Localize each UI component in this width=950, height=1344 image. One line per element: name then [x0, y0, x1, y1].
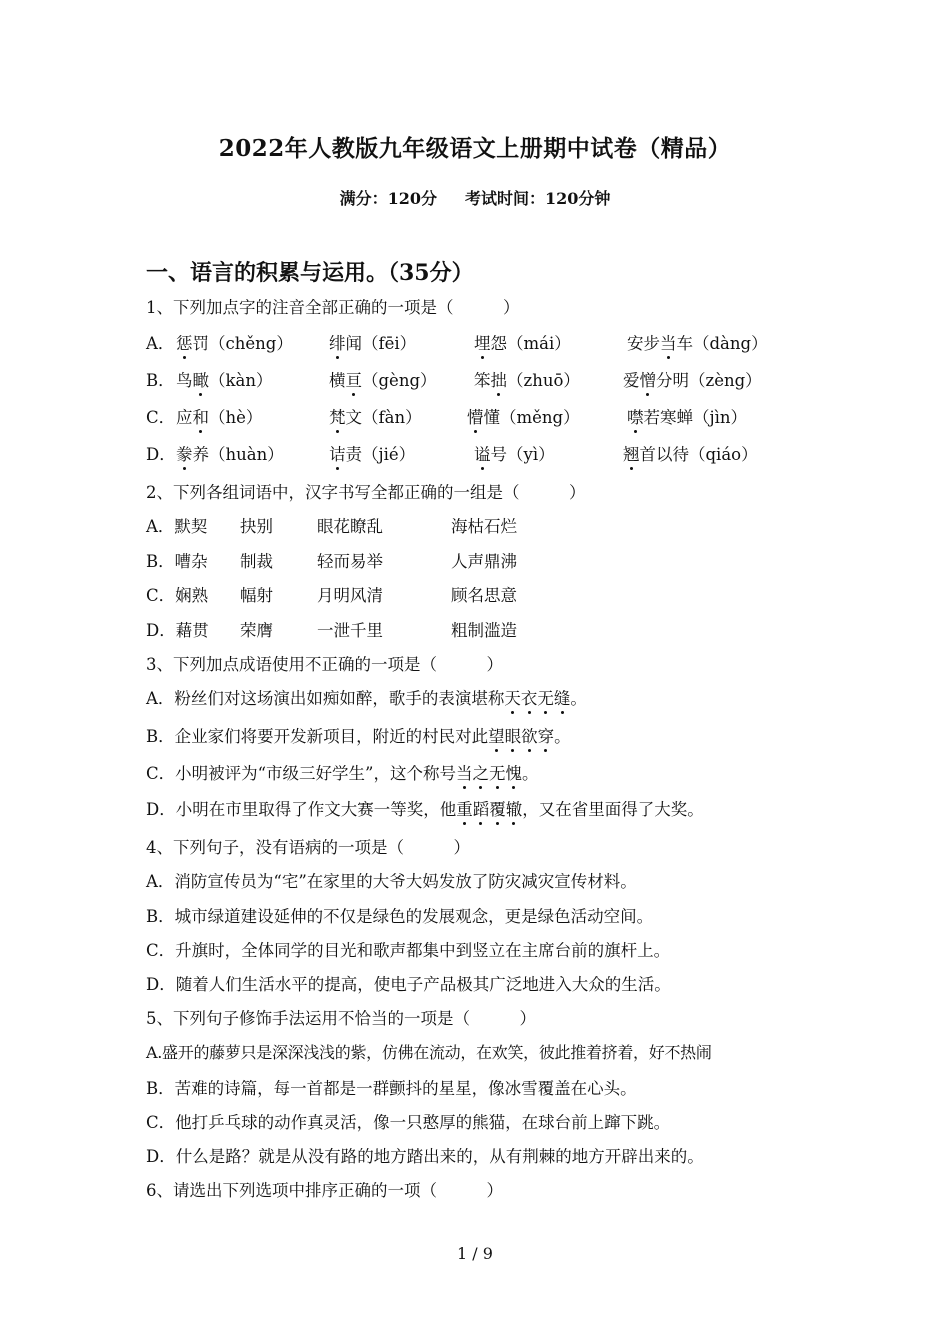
question-4-stem: 4、下列句子，没有语病的一项是（ ） [146, 838, 470, 857]
option-item: 谥号（yì） [474, 441, 555, 465]
option-item: 诘责（jié） [329, 441, 415, 465]
option-item: 梵文（fàn） [329, 404, 422, 428]
emphasis-char: 望 [488, 723, 505, 747]
emphasis-char: 欲 [521, 723, 538, 747]
option-item: 懵懂（měng） [467, 404, 580, 428]
option-item: 埋怨（mái） [474, 330, 571, 354]
option-label: B． [146, 371, 175, 390]
question-6-stem: 6、请选出下列选项中排序正确的一项（ ） [146, 1181, 503, 1200]
option-label: A． [146, 334, 175, 353]
option-item: 豢养（huàn） [176, 441, 284, 465]
question-3-stem: 3、下列加点成语使用不正确的一项是（ ） [146, 655, 503, 674]
question-1-stem: 1、下列加点字的注音全部正确的一项是（ ） [146, 298, 520, 317]
full-score: 满分：120分 [339, 189, 437, 208]
option-item: 爱憎分明（zèng） [623, 367, 762, 391]
question-5-option-a: A.盛开的藤萝只是深深浅浅的紫，仿佛在流动，在欢笑，彼此推着挤着，好不热闹 [146, 1043, 712, 1062]
question-4-option-d: D．随着人们生活水平的提高，使电子产品极其广泛地进入大众的生活。 [146, 975, 671, 994]
question-5-stem: 5、下列句子修饰手法运用不恰当的一项是（ ） [146, 1009, 536, 1028]
question-4-option-c: C．升旗时，全体同学的目光和歌声都集中到竖立在主席台前的旗杆上。 [146, 941, 671, 960]
exam-page: 2022年人教版九年级语文上册期中试卷（精品） 满分：120分 考试时间：120分钟 一、语言的积累与运用。（35分） 1、下列加点字的注音全部正确的一项是（ ） A． 惩罚（chěng） 绯闻（fēi） 埋怨（mái） 安步当车（dàng） B． 鸟瞰（kàn） 横亘（gèng） 笨拙（zhuō） 爱憎分明（zèng） C． 应和（hè） 梵文（fàn） 懵懂（měng） 噤若寒蝉（jìn） D． 豢养（huàn） 诘责（jié） 谥号（yì） 翘首以待（qiáo） 2、下列各组词语中，汉字书写全都正确的一组是（ ） A．默契 抉别 眼花瞭乱 海枯石烂 B．嘈杂 制裁 轻而易举 人声鼎沸 C．娴熟 幅射 月明风清 顾名思意 D．藉贯 荣膺 一泄千里 粗制滥造 3、下列加点成语使用不正确的一项是（ ） A．粉丝们对这场演出如痴如醉，歌手的表演堪称天衣无缝。 B．企业家们将要开发新项目，附近的村民对此望眼欲穿。 C．小明被评为“市级三好学生”，这个称号当之无愧。 D．小明在市里取得了作文大赛一等奖，他重蹈覆辙，又在省里面得了大奖。 4、下列句子，没有语病的一项是（ ） A．消防宣传员为“宅”在家里的大爷大妈发放了防灾减灾宣传材料。 B．城市绿道建设延伸的不仅是绿色的发展观念，更是绿色活动空间。 C．升旗时，全体同学的目光和歌声都集中到竖立在主席台前的旗杆上。 D．随着人们生活水平的提高，使电子产品极其广泛地进入大众的生活。 5、下列句子修饰手法运用不恰当的一项是（ ） A.盛开的藤萝只是深深浅浅的紫，仿佛在流动，在欢笑，彼此推着挤着，好不热闹 B．苦难的诗篇，每一首都是一群颤抖的星星，像冰雪覆盖在心头。 C．他打乒乓球的动作真灵活，像一只憨厚的熊猫，在球台前上蹿下跳。 D．什么是路？就是从没有路的地方踏出来的，从有荆棘的地方开辟出来的。 6、请选出下列选项中排序正确的一项（ ） 1 / 9 [0, 0, 950, 1344]
question-3-option-c: C．小明被评为“市级三好学生”，这个称号当之无愧。 [146, 760, 539, 784]
option-item: 安步当车（dàng） [627, 330, 768, 354]
option-item: 噤若寒蝉（jìn） [627, 404, 747, 428]
emphasis-char: 衣 [521, 685, 538, 709]
question-5-option-c: C．他打乒乓球的动作真灵活，像一只憨厚的熊猫，在球台前上蹿下跳。 [146, 1113, 671, 1132]
emphasis-char: 缝 [554, 685, 571, 709]
emphasis-char: 穿 [538, 723, 555, 747]
emphasis-char: 辙 [506, 796, 523, 820]
question-4-option-a: A．消防宣传员为“宅”在家里的大爷大妈发放了防灾减灾宣传材料。 [146, 872, 637, 891]
section-heading: 一、语言的积累与运用。（35分） [146, 260, 474, 286]
emphasis-char: 之 [473, 760, 490, 784]
emphasis-char: 愧 [506, 760, 523, 784]
option-label: C． [146, 408, 176, 427]
option-item: 笨拙（zhuō） [474, 367, 580, 391]
question-3-option-d: D．小明在市里取得了作文大赛一等奖，他重蹈覆辙，又在省里面得了大奖。 [146, 796, 704, 820]
emphasis-char: 眼 [505, 723, 522, 747]
option-label: D． [146, 445, 176, 464]
exam-time: 考试时间：120分钟 [465, 189, 611, 208]
question-3-option-b: B．企业家们将要开发新项目，附近的村民对此望眼欲穿。 [146, 723, 571, 747]
emphasis-char: 重 [456, 796, 473, 820]
emphasis-char: 无 [537, 685, 554, 709]
question-5-option-d: D．什么是路？就是从没有路的地方踏出来的，从有荆棘的地方开辟出来的。 [146, 1147, 704, 1166]
option-item: 翘首以待（qiáo） [623, 441, 758, 465]
option-item: 绯闻（fēi） [329, 330, 416, 354]
question-5-option-b: B．苦难的诗篇，每一首都是一群颤抖的星星，像冰雪覆盖在心头。 [146, 1079, 637, 1098]
question-4-option-b: B．城市绿道建设延伸的不仅是绿色的发展观念，更是绿色活动空间。 [146, 907, 654, 926]
emphasis-char: 无 [489, 760, 506, 784]
exam-info [0, 186, 950, 209]
emphasis-char: 当 [456, 760, 473, 784]
emphasis-char: 天 [504, 685, 521, 709]
option-item: 横亘（gèng） [329, 367, 437, 391]
emphasis-char: 覆 [489, 796, 506, 820]
page-number: 1 / 9 [457, 1244, 493, 1263]
emphasis-char: 蹈 [473, 796, 490, 820]
page-title: 2022年人教版九年级语文上册期中试卷（精品） [218, 135, 732, 162]
question-3-option-a: A．粉丝们对这场演出如痴如醉，歌手的表演堪称天衣无缝。 [146, 685, 587, 709]
question-2-stem: 2、下列各组词语中，汉字书写全都正确的一组是（ ） [146, 483, 586, 502]
option-item: 惩罚（chěng） [176, 330, 293, 354]
option-item: 鸟瞰（kàn） [176, 367, 272, 391]
option-item: 应和（hè） [176, 404, 262, 428]
